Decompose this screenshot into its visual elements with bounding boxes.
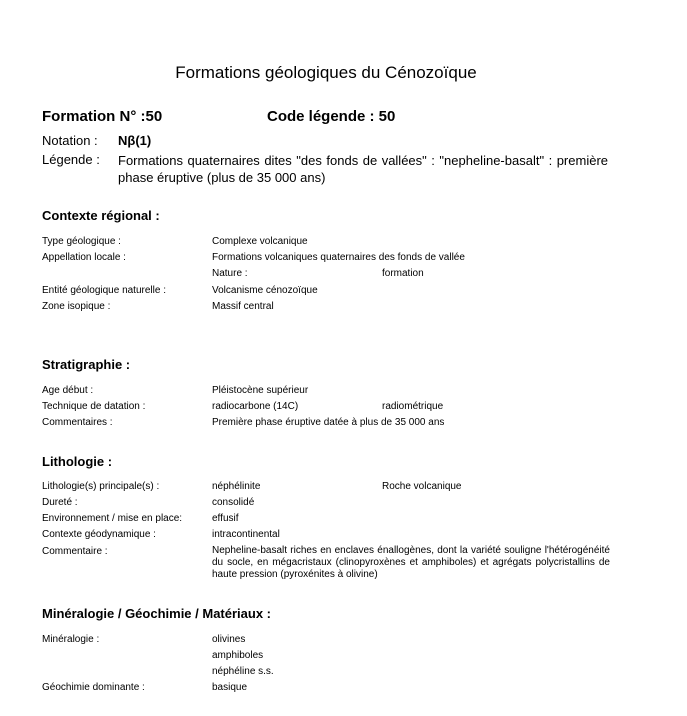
section-lithologie-heading: Lithologie :: [42, 454, 113, 469]
environnement-value: effusif: [212, 513, 239, 524]
geochimie-label: Géochimie dominante :: [42, 682, 145, 693]
technique-datation-value2: radiométrique: [382, 401, 444, 412]
zone-isopique-value: Massif central: [212, 301, 274, 312]
lithologie-principale-value: néphélinite: [212, 481, 261, 492]
technique-datation-value: radiocarbone (14C): [212, 401, 299, 412]
mineral-item: amphiboles: [212, 650, 264, 661]
zone-isopique-label: Zone isopique :: [42, 301, 111, 312]
mineral-item: néphéline s.s.: [212, 666, 274, 677]
environnement-label: Environnement / mise en place:: [42, 513, 183, 524]
lithologie-comment-label: Commentaire :: [42, 546, 108, 557]
entite-label: Entité géologique naturelle :: [42, 285, 166, 296]
formation-number: Formation N° :50: [42, 108, 163, 125]
durete-value: consolidé: [212, 497, 255, 508]
age-debut-label: Age début :: [42, 385, 94, 396]
lithologie-comment-value: Nepheline-basalt riches en enclaves énallogènes, dont la variété souligne l'hétérogénéité du socle, en mégacristaux (clinopyroxènes et amphiboles) et agrégats polycristallins de haute pression (pyroxénites à olivine): [212, 545, 610, 580]
page-title: Formations géologiques du Cénozoïque: [175, 63, 477, 82]
durete-label: Dureté :: [42, 497, 78, 508]
code-legende: Code légende : 50: [267, 108, 396, 125]
mineralogie-label: Minéralogie :: [42, 634, 100, 645]
lithologie-principale-value2: Roche volcanique: [382, 481, 462, 492]
appellation-label: Appellation locale :: [42, 252, 126, 263]
contexte-geodynamique-label: Contexte géodynamique :: [42, 529, 156, 540]
mineral-item: olivines: [212, 634, 246, 645]
type-geologique-label: Type géologique :: [42, 236, 121, 247]
age-debut-value: Pléistocène supérieur: [212, 385, 309, 396]
notation-value: Nβ(1): [118, 133, 152, 148]
geochimie-value: basique: [212, 682, 248, 693]
notation-label: Notation :: [42, 133, 98, 148]
appellation-value: Formations volcaniques quaternaires des fonds de vallée: [212, 252, 465, 263]
nature-label: Nature :: [212, 268, 248, 279]
type-geologique-value: Complexe volcanique: [212, 236, 308, 247]
section-stratigraphie-heading: Stratigraphie :: [42, 357, 131, 372]
section-mineralogie-heading: Minéralogie / Géochimie / Matériaux :: [42, 606, 272, 621]
legende-label: Légende :: [42, 152, 100, 167]
nature-value: formation: [382, 268, 424, 279]
stratigraphie-comment-label: Commentaires :: [42, 417, 113, 428]
technique-datation-label: Technique de datation :: [42, 401, 146, 412]
section-contexte-heading: Contexte régional :: [42, 208, 160, 223]
entite-value: Volcanisme cénozoïque: [212, 285, 318, 296]
lithologie-principale-label: Lithologie(s) principale(s) :: [42, 481, 160, 492]
stratigraphie-comment-value: Première phase éruptive datée à plus de 35 000 ans: [212, 417, 445, 428]
contexte-geodynamique-value: intracontinental: [212, 529, 280, 540]
legende-text: Formations quaternaires dites "des fonds de vallées" : "nepheline-basalt" : première phase éruptive (plus de 35 000 ans): [118, 153, 608, 185]
